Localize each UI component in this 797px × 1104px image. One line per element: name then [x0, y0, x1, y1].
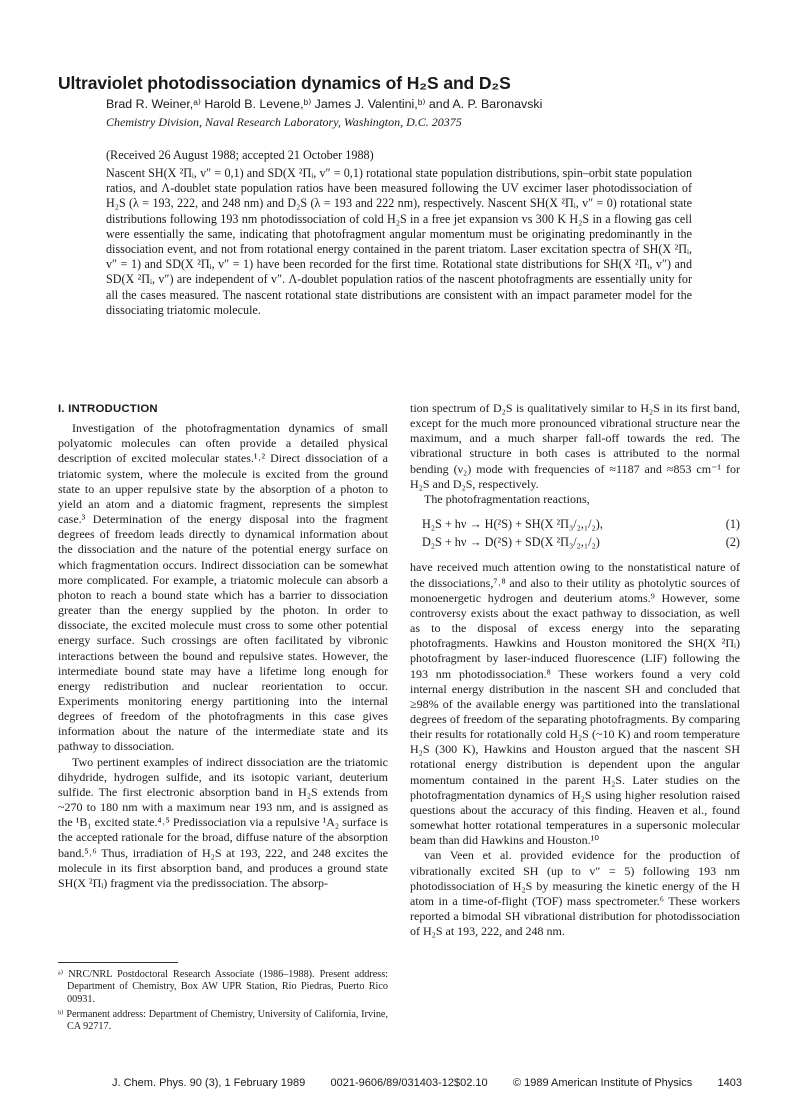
abstract [106, 166, 692, 318]
equation-block [410, 517, 740, 550]
footnote: ᵇ⁾ Permanent address: Department of Chemistry, University of California, Irvine, CA 92717. [58, 1008, 388, 1033]
article-title: Ultraviolet photodissociation dynamics of H₂S and D₂S [58, 73, 511, 93]
right-column [410, 401, 740, 939]
abstract-text: Nascent SH(X ²Πᵢ, v″ = 0,1) and SD(X ²Πᵢ, v″ = 0,1) rotational state population distributions, spin–orbit state population ratios, and Λ-doublet state population ratios have been measured following the UV excimer laser photodissociation of H₂S (λ = 193, 222, and 248 nm) and D₂S (λ = 193 and 222 nm), respectively. Nascent SH(X ²Πᵢ, v″ = 0) rotational state distributions following 193 nm photodissociation of cold H₂S in a free jet expansion vs 300 K H₂S in a flowing gas cell were essentially the same, indicating that photofragment angular momentum must be originating predominantly in the dissociation event, and not from rotational energy contained in the parent triatom. Laser excitation spectra of SH(X ²Πᵢ, v″ = 1) and SD(X ²Πᵢ, v″ = 1) have been recorded for the first time. Rotational state distributions for SH(X ²Πᵢ, v″) and SD(X ²Πᵢ, v″) are independent of v″. Λ-doublet population ratios of the nascent photofragments are essentially unity for all the cases measured. The nascent rotational state distributions are consistent with an impact parameter model for the dissociating triatomic molecule. [106, 166, 692, 317]
equation-number: (2) [725, 535, 740, 550]
received-dates: (Received 26 August 1988; accepted 21 October 1988) [106, 148, 374, 162]
section-heading: I. INTRODUCTION [58, 403, 158, 415]
paragraph: tion spectrum of D₂S is qualitatively similar to H₂S in its first band, except for the much more pronounced vibrational structure near the maximum, and a much sharper fall-off towards the red. The vibrational structure in both cases is attributed to the normal bending (ν₂) mode with frequencies of ≈1187 and ≈853 cm⁻¹ for H₂S and D₂S, respectively. [410, 401, 740, 491]
article-code: 0021-9606/89/031403-12$02.10 [330, 1077, 488, 1089]
equation-expression: H₂S + hν → H(²S) + SH(X ²Π₃/₂,₁/₂), [422, 517, 603, 532]
footnotes [58, 962, 388, 1036]
equation [410, 517, 740, 532]
equation [410, 535, 740, 550]
equation-number: (1) [725, 517, 740, 532]
paragraph: have received much attention owing to the nonstatistical nature of the dissociations,⁷˒⁸ and also to their utility as photolytic sources of monoenergetic hydrogen and deuterium atoms.⁹ However, some controversy exists about the exact pathway to dissociation, as well as to the disposal of excess energy into the separating photofragments. Hawkins and Houston monitored the SH(X ²Πᵢ) photofragment by laser-induced fluorescence (LIF) following the 193 nm photodissociation.⁸ These workers found a very cold internal energy distribution in the nascent SH and concluded that ≥98% of the available energy was partitioned into the translational degrees of freedom of the separating photofragments. By comparing their results for rotationally cold H₂S (~10 K) and room temperature H₂S (300 K), Hawkins and Houston argued that the nascent SH rotational energy distribution is dependent upon the angular momentum contained in the parent H₂S. Later studies on the photofragmentation dynamics of H₂S using higher resolution raised questions about the accuracy of this finding. Heaven et al., found somewhat hotter rotational temperatures in a supersonic molecular beam than did Hawkins and Houston.¹⁰ [410, 560, 740, 848]
left-column [58, 402, 388, 891]
reactions-intro: The photofragmentation reactions, [424, 491, 590, 506]
copyright: © 1989 American Institute of Physics [512, 1077, 693, 1089]
page-footer [112, 1077, 742, 1089]
journal-citation: J. Chem. Phys. 90 (3), 1 February 1989 [112, 1077, 306, 1089]
paragraph: van Veen et al. provided evidence for the production of vibrationally excited SH (up to v″ = 5) following 193 nm photodissociation of H₂S by measuring the kinetic energy of the H atom in a time-of-flight (TOF) mass spectrometer.⁶ These workers reported a bimodal SH vibrational distribution for photodissociation of H₂S at 193, 222, and 248 nm. [410, 848, 740, 939]
affiliation: Chemistry Division, Naval Research Laboratory, Washington, D.C. 20375 [106, 115, 462, 129]
footnote-divider [58, 962, 178, 963]
footnote: ᵃ⁾ NRC/NRL Postdoctoral Research Associate (1986–1988). Present address: Department of Chemistry, Box AW UPR Station, Rio Piedras, Puerto Rico 00931. [58, 969, 388, 1005]
paragraph: Investigation of the photofragmentation dynamics of small polyatomic molecules can often provide a detailed physical description of excited molecular states.¹˒² Direct dissociation of a triatomic system, where the molecule is excited from the ground state to an upper repulsive state by the absorption of a photon to yield an atom and a diatomic fragment, represents the simplest case.³ Determination of the energy disposal into the fragment degrees of freedom leads directly to dynamical information about the dissociation and the nature of the potential energy surface on which fragmentation occurs. Indirect dissociation can be somewhat more complicated. For example, a triatomic molecule can absorb a photon to reach a bound state which has a barrier to dissociation greater than the energy supplied by the photon. In order to dissociate, the excited molecule must cross to some other potential energy surface. Such crossings are often facilitated by vibronic interactions between the bound and repulsive states. However, the intermediate bound state may have a lifetime long enough for energy redistribution and nuclear reorientation to occur. Experiments monitoring energy partitioning into the internal degrees of freedom of the photofragments in this case gives information about the nature of the intermediate state and its pathway to dissociation. [58, 421, 388, 754]
paragraph: Two pertinent examples of indirect dissociation are the triatomic dihydride, hydrogen sulfide, and its isotopic variant, deuterium sulfide. The first electronic absorption band in H₂S extends from ~270 to 180 nm with a maximum near 193 nm, and is assigned as the ¹B₁ excited state.⁴˒⁵ Predissociation via a repulsive ¹A₂ surface is the accepted rationale for the broad, diffuse nature of the absorption band.⁵˒⁶ Thus, irradiation of H₂S at 193, 222, and 248 excites the molecule in its first absorption band, and produces a ground state SH(X ²Πᵢ) fragment via the predissociation. The absorp- [58, 754, 388, 890]
author-list: Brad R. Weiner,ᵃ⁾ Harold B. Levene,ᵇ⁾ James J. Valentini,ᵇ⁾ and A. P. Baronavski [106, 97, 543, 111]
page-number: 1403 [717, 1077, 742, 1089]
equation-expression: D₂S + hν → D(²S) + SD(X ²Π₃/₂,₁/₂) [422, 535, 600, 550]
